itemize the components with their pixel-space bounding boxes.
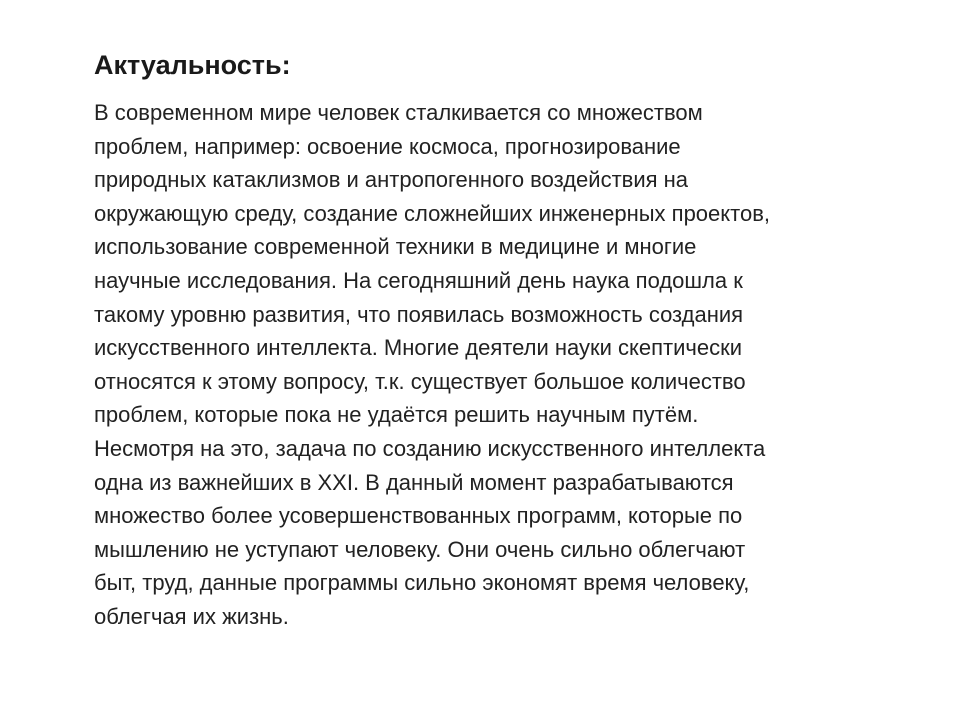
body-line: одна из важнейших в XXI. В данный момент разрабатываются xyxy=(94,469,734,495)
body-line: облегчая их жизнь. xyxy=(94,603,289,629)
body-line: быт, труд, данные программы сильно экономят время человеку, xyxy=(94,570,750,596)
body-line: научные исследования. На сегодняшний день наука подошла к xyxy=(94,267,743,293)
body-line: природных катаклизмов и антропогенного воздействия на xyxy=(94,167,689,193)
body-line: такому уровню развития, что появилась возможность создания xyxy=(94,301,744,327)
slide-title: Актуальность: xyxy=(94,50,291,80)
body-line: В современном мире человек сталкивается со множеством xyxy=(94,100,703,125)
body-line: окружающую среду, создание сложнейших инженерных проектов, xyxy=(94,200,771,226)
body-line: проблем, которые пока не удаётся решить научным путём. xyxy=(94,402,699,428)
slide-body-text xyxy=(94,96,924,634)
body-line: искусственного интеллекта. Многие деятели науки скептически xyxy=(94,335,743,361)
body-line: относятся к этому вопросу, т.к. существует большое количество xyxy=(94,368,746,394)
body-line: Несмотря на это, задача по созданию искусственного интеллекта xyxy=(94,435,766,461)
body-line: множество более усовершенствованных программ, которые по xyxy=(94,503,743,529)
body-line: проблем, например: освоение космоса, прогнозирование xyxy=(94,133,681,159)
body-line: мышлению не уступают человеку. Они очень сильно облегчают xyxy=(94,536,746,562)
body-line: использование современной техники в медицине и многие xyxy=(94,234,697,260)
